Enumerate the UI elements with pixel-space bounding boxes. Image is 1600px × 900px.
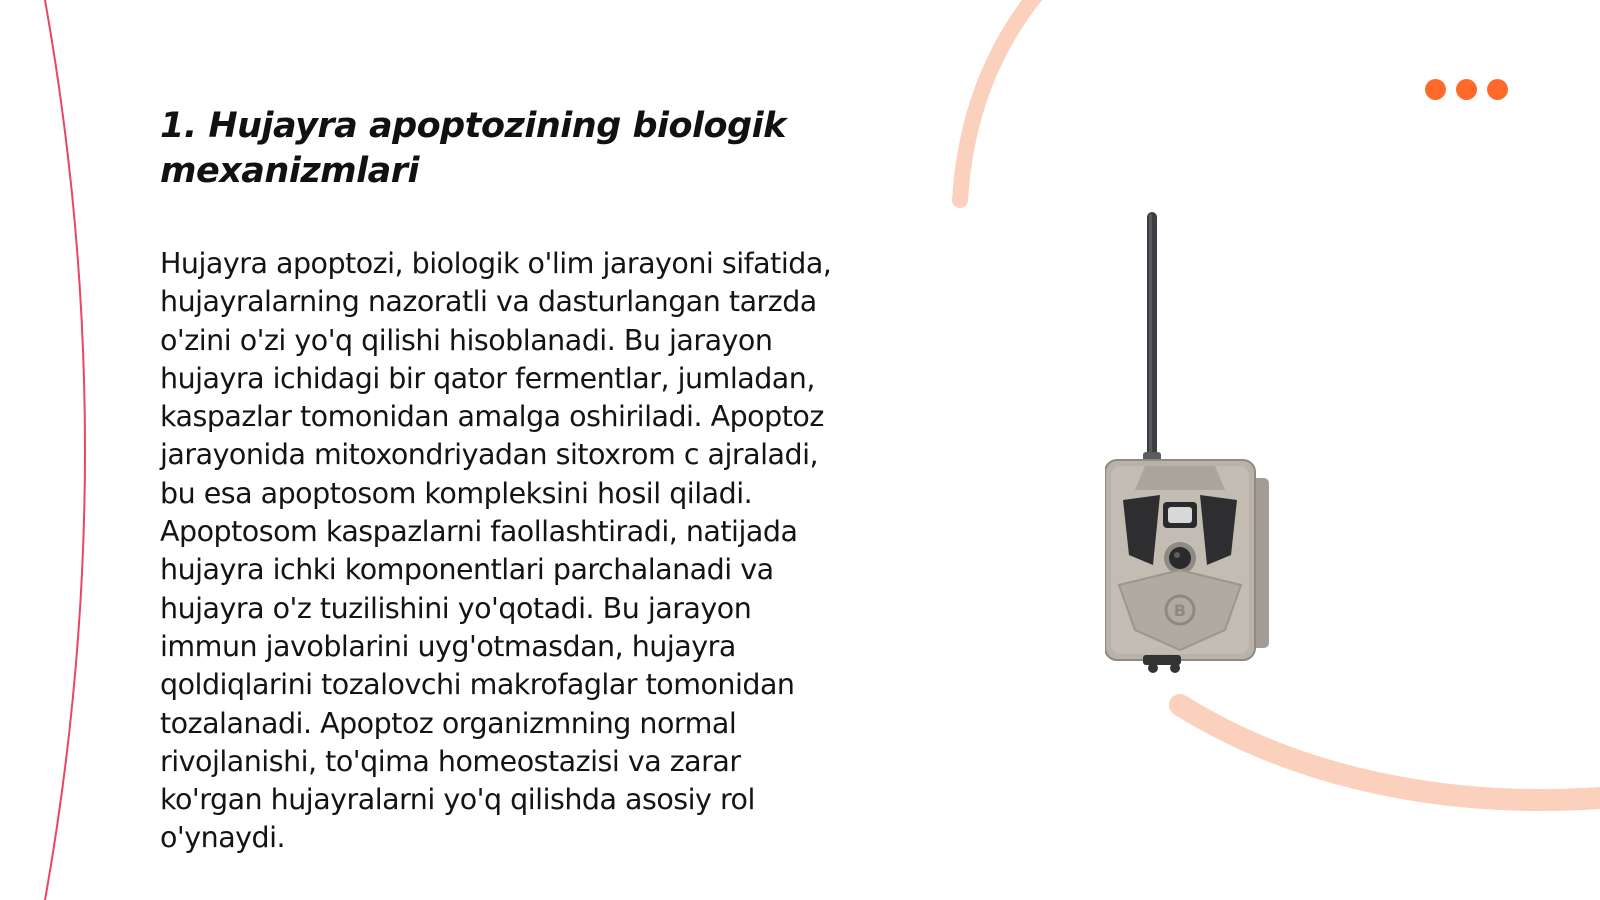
svg-text:B: B <box>1173 601 1187 620</box>
trail-camera-image <box>1105 210 1305 690</box>
body-paragraph: Hujayra apoptozi, biologik o'lim jarayoni sifatida, hujayralarning nazoratli va dasturlangan tarzda o'zini o'zi yo'q qilishi hisoblanadi. Bu jarayon hujayra ichidagi bir qator fermentlar, jumladan, kaspazlar tomonidan amalga oshiriladi. Apoptoz jarayonida mitoxondriyadan sitoxrom c ajraladi, bu esa apoptosom kompleksini hosil qiladi. Apoptosom kaspazlarni faollashtiradi, natijada hujayra ichki komponentlari parchalanadi va hujayra o'z tuzilishini yo'qotadi. Bu jarayon immun javoblarini uyg'otmasdan, hujayra qoldiqlarini tozalovchi makrofaglar tomonidan tozalanadi. Apoptoz organizmning normal rivojlanishi, to'qima homeostazisi va zarar ko'rgan hujayralarni yo'q qilishda asosiy rol o'ynaydi. <box>160 247 832 855</box>
dot <box>1487 79 1508 100</box>
left-curve-line <box>45 0 85 900</box>
slide-title: 1. Hujayra apoptozining biologik mexanizmlari <box>160 106 786 191</box>
dot <box>1456 79 1477 100</box>
dot <box>1425 79 1446 100</box>
top-arc <box>960 0 1040 200</box>
three-dots-icon <box>1425 79 1508 100</box>
bottom-arc <box>1180 705 1600 800</box>
